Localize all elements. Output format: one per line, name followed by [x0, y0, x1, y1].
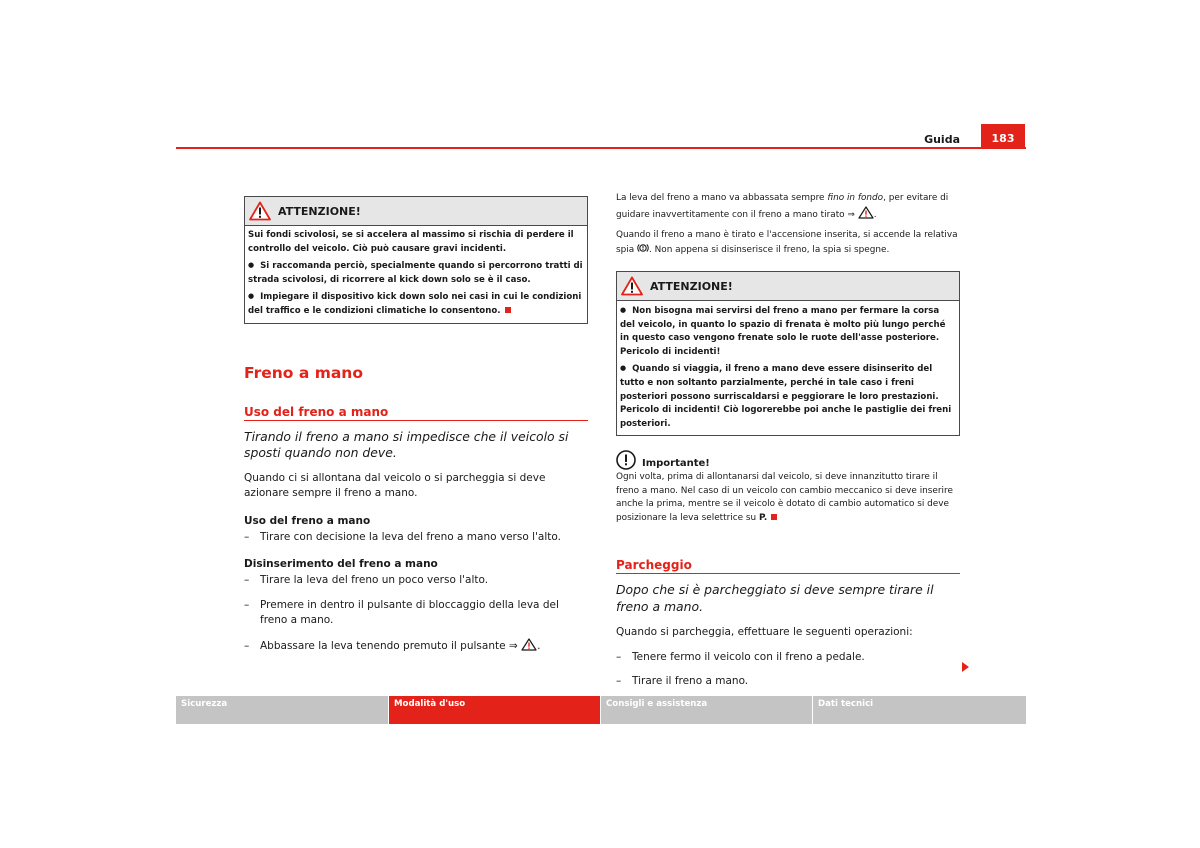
page-number: 183: [981, 124, 1025, 148]
text: Ogni volta, prima di allontanarsi dal veicolo, si deve innanzitutto tirare il freno a mano. Nel caso di un veicolo con cambio meccanico si deve inserire anche la prima, mentre se il veicolo è dotato di cambio automatico si deve posizionare la leva selettrice su: [616, 472, 953, 523]
emphasis-text: fino in fondo: [827, 193, 884, 203]
reference-arrow-icon: ⇒: [847, 209, 855, 220]
end-marker: [505, 307, 511, 313]
step-item: – Tenere fermo il veicolo con il freno a pedale.: [616, 650, 960, 666]
warning-triangle-icon[interactable]: [858, 206, 874, 219]
warning-triangle-icon: [621, 276, 643, 296]
paragraph: [616, 229, 960, 257]
section-title: Freno a mano: [244, 363, 363, 382]
step-heading: Disinserimento del freno a mano: [244, 558, 438, 571]
warning-box-handbrake: [616, 271, 960, 436]
end-marker: [771, 514, 777, 520]
reference-arrow-icon: ⇒: [508, 639, 518, 652]
warning-header: [617, 272, 959, 301]
left-column: [244, 196, 588, 654]
header-section-title: Guida: [924, 133, 960, 146]
bold-text: P.: [758, 512, 768, 523]
warning-text: Sui fondi scivolosi, se si accelera al massimo si rischia di perdere il controllo del veicolo. Ciò può causare gravi incidenti.: [248, 230, 574, 254]
text: , per evitare di guidare inavvertitamente con il freno a mano tirato: [616, 193, 949, 220]
paragraph: La leva del freno a mano va abbassata sempre fino in fondo, per evitare di guidare inavvertitamente con il freno a mano tirato ⇒ .: [616, 193, 949, 220]
footer-tab-consigli-assistenza[interactable]: Consigli e assistenza: [601, 696, 812, 724]
warning-bullet-text: Impiegare il dispositivo kick down solo nei casi in cui le condizioni del traffico e le condizioni climatiche lo consentono.: [248, 292, 582, 316]
warning-title: ATTENZIONE!: [650, 279, 733, 293]
warning-box-kickdown: [244, 196, 588, 324]
handbrake-warning-light-icon: [637, 243, 649, 253]
warning-body: [617, 301, 959, 435]
step-item: – Tirare con decisione la leva del freno a mano verso l'alto.: [244, 530, 588, 546]
lead-text: Dopo che si è parcheggiato si deve sempre tirare il freno a mano.: [616, 582, 934, 614]
text: Quando il freno a mano è tirato e l'accensione inserita, si accende la relativa spia: [616, 230, 958, 255]
step-item: – Premere in dentro il pulsante di bloccaggio della leva del freno a mano.: [244, 598, 588, 629]
step-item: – Tirare il freno a mano.: [616, 674, 960, 690]
important-exclamation-icon: [616, 450, 636, 470]
next-page-arrow-icon[interactable]: [962, 662, 969, 672]
warning-bullet: ● Non bisogna mai servirsi del freno a mano per fermare la corsa del veicolo, in quanto lo spazio di frenata è molto più lungo perché in questo caso vengono frenate solo le ruote dell'asse posteriore. Pericolo di incidenti!: [620, 304, 956, 359]
important-text: [616, 471, 960, 525]
step-item: – Tirare la leva del freno un poco verso l'alto.: [244, 573, 588, 589]
important-header: [616, 450, 960, 470]
intro-text: Quando ci si allontana dal veicolo o si parcheggia si deve azionare sempre il freno a mano.: [244, 471, 546, 500]
important-title: Importante!: [642, 457, 710, 469]
important-note: [616, 450, 960, 525]
warning-body: [245, 226, 587, 323]
text: La leva del freno a mano va abbassata sempre: [616, 193, 828, 203]
footer-tab-sicurezza[interactable]: Sicurezza: [176, 696, 388, 724]
warning-bullet: [248, 290, 584, 318]
subsection-title: Uso del freno a mano: [244, 405, 588, 421]
step-heading: Uso del freno a mano: [244, 514, 371, 527]
warning-header: [245, 197, 587, 226]
step-item-text: Abbassare la leva tenendo premuto il pulsante: [260, 639, 506, 652]
right-column: [616, 192, 960, 690]
text: . Non appena si disinserisce il freno, la spia si spegne.: [649, 244, 890, 255]
warning-triangle-icon: [249, 201, 271, 221]
footer-nav: [176, 696, 1026, 724]
warning-bullet: ● Quando si viaggia, il freno a mano deve essere disinserito del tutto e non soltanto parzialmente, perché in tale caso i freni posteriori possono surriscaldarsi e peggiorare le loro prestazioni. Pericolo di incidenti! Ciò logorerebbe poi anche le pastiglie dei freni posteriori.: [620, 362, 956, 431]
footer-tab-dati-tecnici[interactable]: Dati tecnici: [813, 696, 1026, 724]
subsection-title: Parcheggio: [616, 558, 960, 574]
warning-bullet: ● Si raccomanda perciò, specialmente quando si percorrono tratti di strada scivolosi, di ricorrere al kick down solo se è il caso.: [248, 259, 584, 287]
warning-title: ATTENZIONE!: [278, 204, 361, 218]
step-item: – Abbassare la leva tenendo premuto il pulsante ⇒ .: [244, 638, 588, 655]
lead-text: Tirando il freno a mano si impedisce che il veicolo si sposti quando non deve.: [244, 428, 569, 461]
footer-tab-modalita-uso[interactable]: Modalità d'uso: [389, 696, 600, 724]
warning-triangle-icon[interactable]: [521, 638, 537, 651]
header-rule: [176, 147, 1026, 149]
intro-text: Quando si parcheggia, effettuare le seguenti operazioni:: [616, 626, 913, 639]
